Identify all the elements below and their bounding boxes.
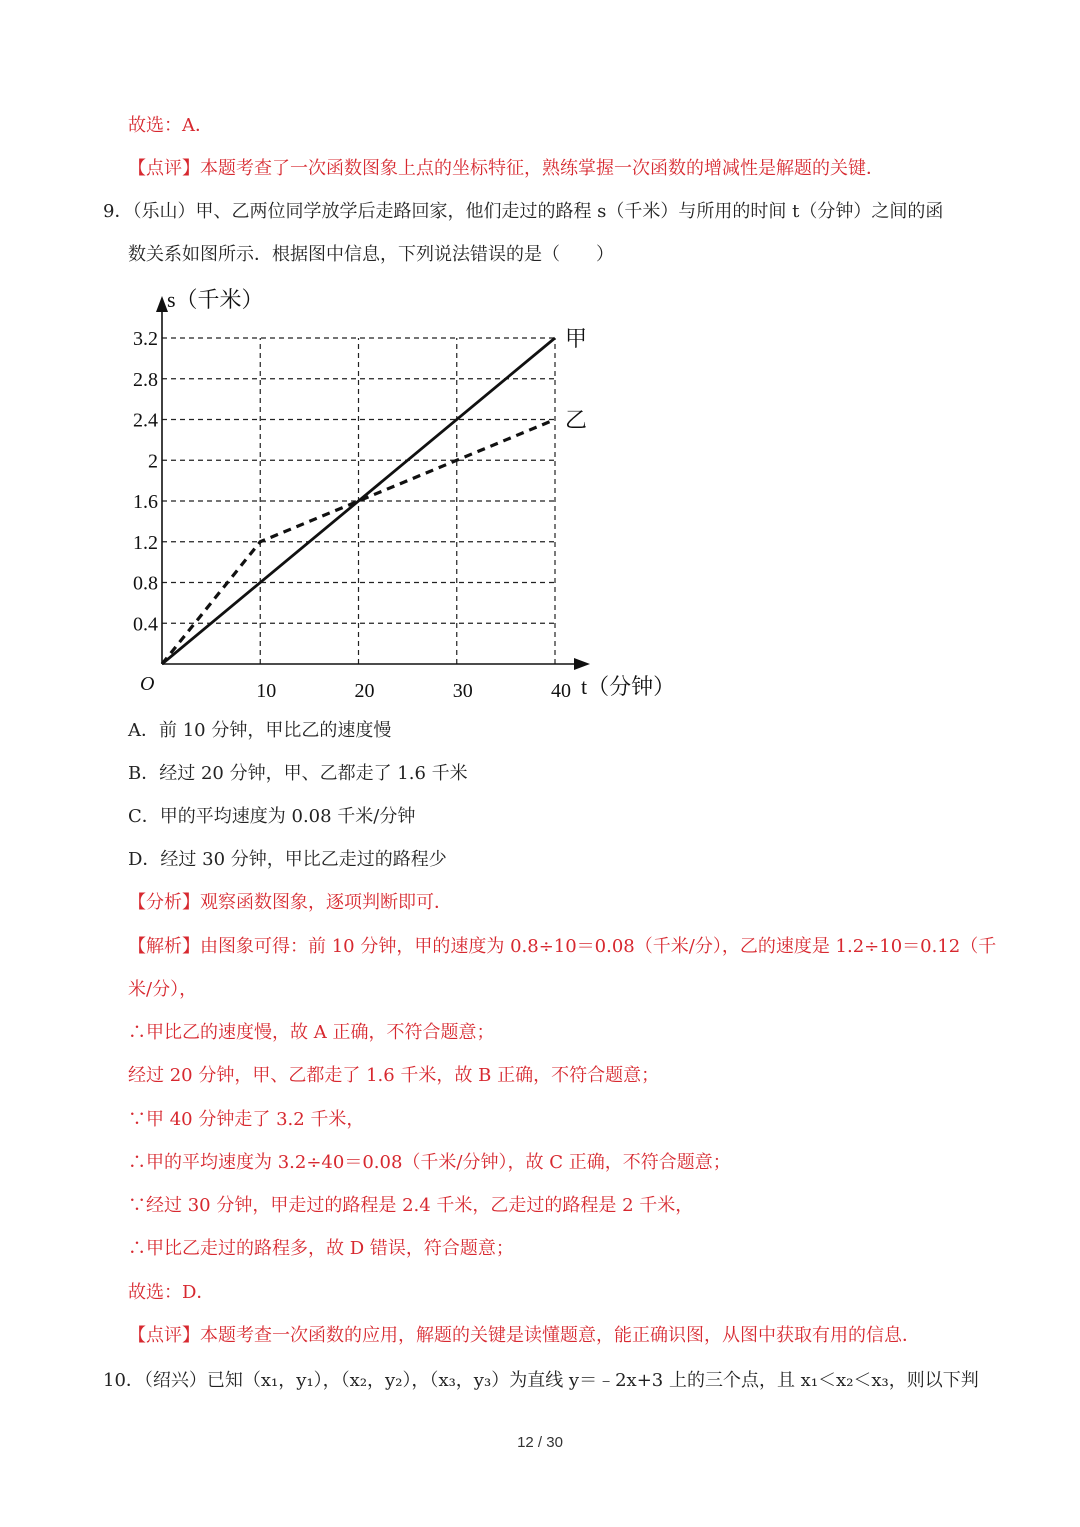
series-label: 甲	[565, 326, 588, 351]
solution-step-6: ∴甲比乙走过的路程多，故 D 错误，符合题意；	[128, 1238, 514, 1259]
question-10-prefix: 10．（绍兴）已知（	[103, 1370, 261, 1391]
question-9-line2: 数关系如图所示．根据图中信息，下列说法错误的是（ ）	[128, 244, 614, 265]
comment-line: 【点评】本题考查了一次函数图象上点的坐标特征，熟练掌握一次函数的增减性是解题的关键．	[128, 158, 884, 179]
y-tick-label: 2.8	[133, 368, 158, 391]
y-tick-label: 2.4	[133, 409, 158, 432]
solution-step-3: ∵甲 40 分钟走了 3.2 千米，	[128, 1109, 365, 1130]
y-tick-label: 1.6	[133, 491, 158, 513]
point-2: x₂，y₂	[349, 1370, 403, 1391]
option-d: D．经过 30 分钟，甲比乙走过的路程少	[128, 849, 447, 870]
y-tick-label: 1.2	[133, 531, 158, 554]
chart-labels	[133, 287, 675, 702]
x-tick-label: 30	[452, 680, 473, 702]
y-tick-label: 0.4	[133, 613, 158, 636]
x-axis-arrow	[574, 658, 590, 670]
point-3: x₃，y₃	[438, 1370, 492, 1391]
analysis-line: 【分析】观察函数图象，逐项判断即可．	[128, 892, 452, 913]
origin-label: O	[140, 673, 155, 695]
series-label: 乙	[565, 407, 588, 433]
y-axis-label: s（千米）	[167, 287, 264, 312]
question-10-suffix: 为直线 y＝﹣2x+3 上的三个点，且 x₁＜x₂＜x₃，则以下判	[509, 1370, 979, 1391]
option-a: A．前 10 分钟，甲比乙的速度慢	[128, 720, 392, 741]
answer-line-2: 故选：D．	[128, 1282, 215, 1303]
y-tick-label: 2	[148, 450, 158, 473]
x-tick-label: 10	[256, 680, 277, 702]
x-tick-label: 40	[551, 680, 571, 702]
question-9-line1: 9．（乐山）甲、乙两位同学放学后走路回家，他们走过的路程 s（千米）与所用的时间 t（分钟）之间的函	[103, 201, 944, 222]
distance-time-chart	[120, 282, 680, 707]
point-1: x₁，y₁	[260, 1370, 314, 1391]
solution-line2: 米/分），	[128, 979, 198, 1000]
x-tick-label: 20	[354, 680, 375, 702]
solution-step-1: ∴甲比乙的速度慢，故 A 正确，不符合题意；	[128, 1022, 495, 1043]
option-b: B．经过 20 分钟，甲、乙都走了 1.6 千米	[128, 763, 468, 784]
solution-step-4: ∴甲的平均速度为 3.2÷40＝0.08（千米/分钟），故 C 正确，不符合题意；	[128, 1152, 731, 1173]
answer-line: 故选：A．	[128, 115, 213, 136]
solution-line1: 【解析】由图象可得：前 10 分钟，甲的速度为 0.8÷10＝0.08（千米/分），乙的速度是 1.2÷10＝0.12（千	[128, 936, 997, 957]
x-axis-label: t（分钟）	[581, 674, 676, 699]
y-tick-label: 0.8	[133, 572, 158, 595]
solution-step-5: ∵经过 30 分钟，甲走过的路程是 2.4 千米，乙走过的路程是 2 千米，	[128, 1195, 694, 1216]
solution-step-2: 经过 20 分钟，甲、乙都走了 1.6 千米，故 B 正确，不符合题意；	[128, 1065, 660, 1086]
option-c: C．甲的平均速度为 0.08 千米/分钟	[128, 806, 416, 827]
question-10-line1: 10．（绍兴）已知（x₁，y₁），（x₂，y₂），（x₃，y₃）为直线 y＝﹣2x+3 上的三个点，且 x₁＜x₂＜x₃，则以下判	[103, 1370, 979, 1391]
comment-line-2: 【点评】本题考查一次函数的应用，解题的关键是读懂题意，能正确识图，从图中获取有用的信息．	[128, 1325, 920, 1346]
page-number: 12 / 30	[517, 1434, 563, 1451]
y-tick-label: 3.2	[133, 328, 158, 350]
